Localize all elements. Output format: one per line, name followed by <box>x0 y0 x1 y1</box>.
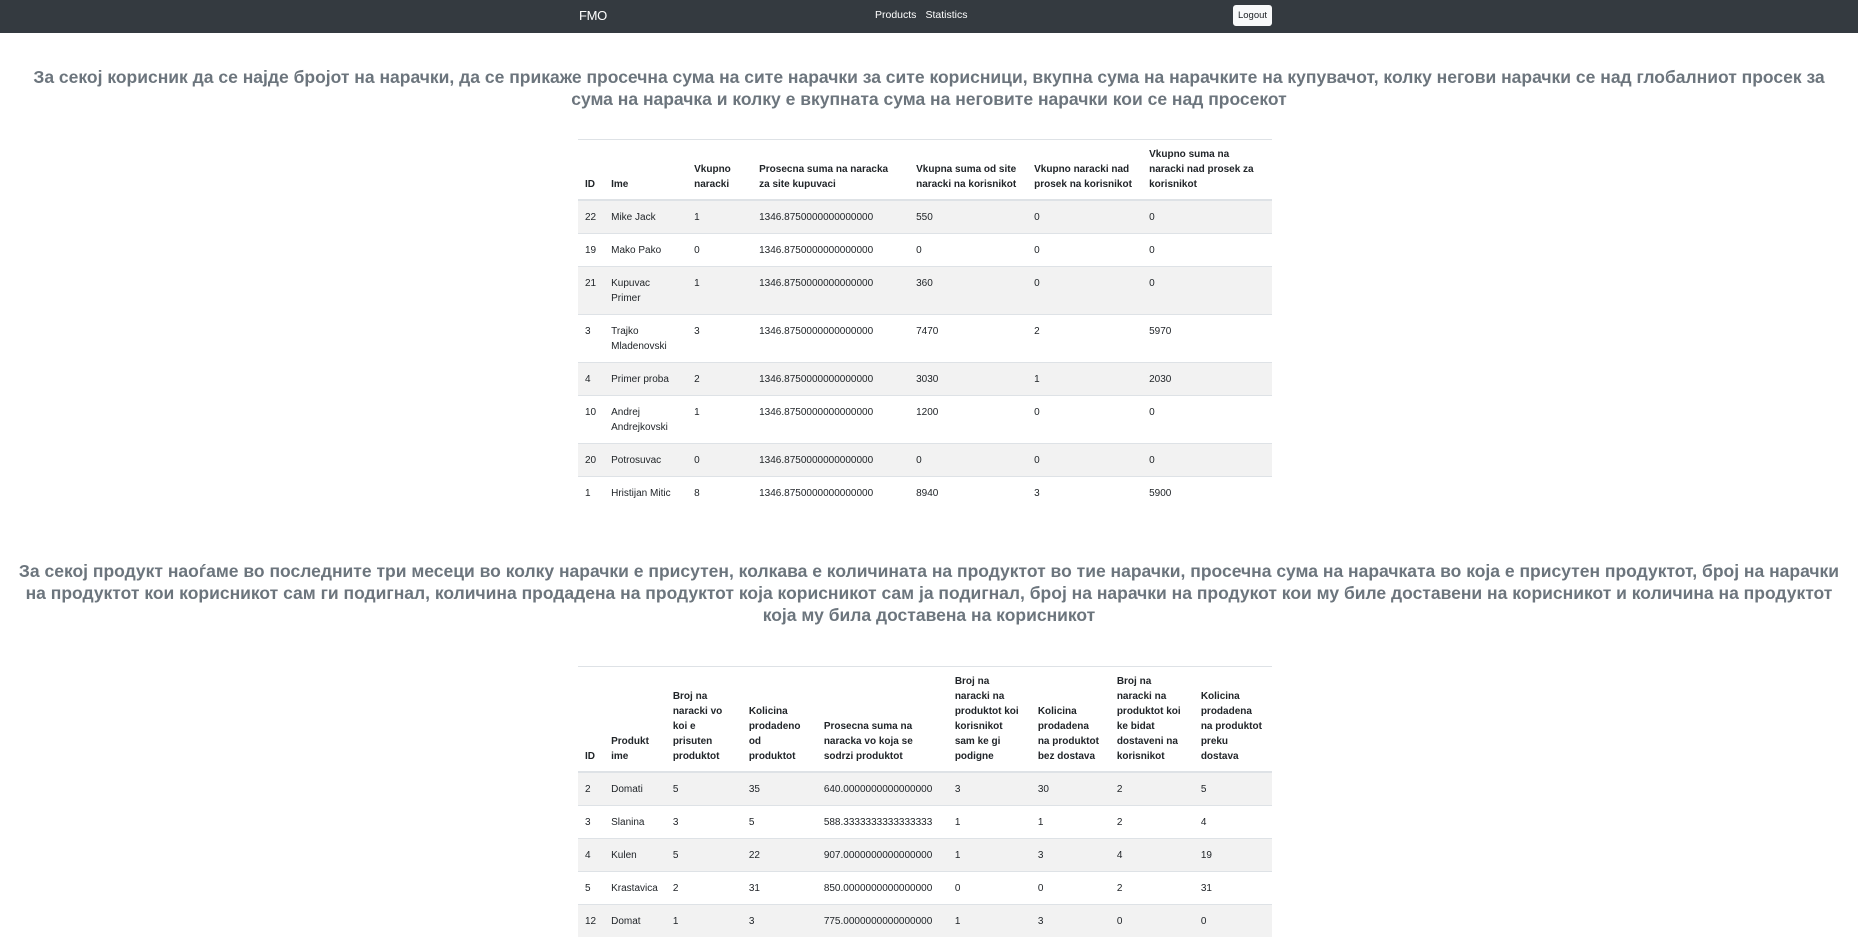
table-cell: Kupuvac Primer <box>604 267 687 315</box>
table-cell: 1 <box>666 905 742 937</box>
table-cell: 5 <box>666 839 742 872</box>
table-cell: 0 <box>1142 200 1272 234</box>
column-header: Kolicina prodadeno od produktot <box>742 667 817 773</box>
table-cell: Hristijan Mitic <box>604 477 687 510</box>
table-row <box>578 363 1272 396</box>
table-cell: 3 <box>1031 839 1110 872</box>
table-cell: Mike Jack <box>604 200 687 234</box>
table-cell: 1200 <box>909 396 1027 444</box>
table-cell: 5970 <box>1142 315 1272 363</box>
table-cell: 0 <box>1142 396 1272 444</box>
table-header <box>578 667 1272 773</box>
table-header <box>578 140 1272 201</box>
users-stats-table <box>578 139 1272 509</box>
table-cell: 20 <box>578 444 604 477</box>
brand-link[interactable]: FMO <box>579 8 607 23</box>
table-row <box>578 872 1272 905</box>
table-row <box>578 444 1272 477</box>
table-cell: 2030 <box>1142 363 1272 396</box>
table-cell: 550 <box>909 200 1027 234</box>
table-cell: 1346.8750000000000000 <box>752 477 909 510</box>
table-cell: 7470 <box>909 315 1027 363</box>
table-cell: 0 <box>1142 444 1272 477</box>
table-cell: 0 <box>1027 200 1142 234</box>
table-cell: 1 <box>687 267 752 315</box>
table-body <box>578 772 1272 937</box>
header-row <box>578 140 1272 201</box>
table-cell: 4 <box>1110 839 1194 872</box>
table-cell: 2 <box>1027 315 1142 363</box>
table-cell: 0 <box>948 872 1031 905</box>
table-cell: 0 <box>909 234 1027 267</box>
column-header: Prosecna suma na naracka za site kupuvaci <box>752 140 909 201</box>
column-header: Ime <box>604 140 687 201</box>
table-cell: 2 <box>666 872 742 905</box>
column-header: Broj na naracki vo koi e prisuten produktot <box>666 667 742 773</box>
logout-button[interactable]: Logout <box>1233 5 1272 26</box>
table-cell: 850.0000000000000000 <box>817 872 948 905</box>
table-cell: 0 <box>1027 444 1142 477</box>
table-cell: 0 <box>1027 267 1142 315</box>
table-cell: 30 <box>1031 772 1110 806</box>
table-cell: 1 <box>1031 806 1110 839</box>
table-cell: 3 <box>1031 905 1110 937</box>
table-row <box>578 267 1272 315</box>
table-cell: 0 <box>687 444 752 477</box>
table-row <box>578 200 1272 234</box>
table-cell: Potrosuvac <box>604 444 687 477</box>
column-header: Vkupno suma na naracki nad prosek za korisnikot <box>1142 140 1272 201</box>
table-cell: 1 <box>1027 363 1142 396</box>
table-cell: 2 <box>578 772 604 806</box>
table-cell: 0 <box>1031 872 1110 905</box>
table-cell: 360 <box>909 267 1027 315</box>
table-cell: 3 <box>948 772 1031 806</box>
table-cell: 0 <box>1027 396 1142 444</box>
table-cell: Domat <box>604 905 666 937</box>
table-row <box>578 477 1272 510</box>
table-cell: 1346.8750000000000000 <box>752 200 909 234</box>
column-header: ID <box>578 140 604 201</box>
table-cell: 31 <box>742 872 817 905</box>
table-row <box>578 396 1272 444</box>
table-row <box>578 234 1272 267</box>
table-cell: 3 <box>666 806 742 839</box>
column-header: Vkupna suma od site naracki na korisnikot <box>909 140 1027 201</box>
table-cell: Mako Pako <box>604 234 687 267</box>
table-cell: 1 <box>578 477 604 510</box>
nav-links <box>875 9 967 21</box>
table-cell: 2 <box>1110 872 1194 905</box>
table-cell: 1 <box>948 806 1031 839</box>
table-cell: 3 <box>1027 477 1142 510</box>
table-cell: 3030 <box>909 363 1027 396</box>
table-cell: 31 <box>1194 872 1272 905</box>
table-row <box>578 905 1272 937</box>
column-header: Produkt ime <box>604 667 666 773</box>
table-cell: 3 <box>687 315 752 363</box>
table-cell: 0 <box>687 234 752 267</box>
table-cell: 22 <box>578 200 604 234</box>
table-cell: 3 <box>742 905 817 937</box>
column-header: ID <box>578 667 604 773</box>
table-cell: 1 <box>948 839 1031 872</box>
table-body <box>578 200 1272 509</box>
table-cell: 1346.8750000000000000 <box>752 315 909 363</box>
column-header: Kolicina prodadena na produktot bez dostava <box>1031 667 1110 773</box>
table-cell: 907.0000000000000000 <box>817 839 948 872</box>
users-stats-heading: За секој корисник да се најде бројот на нарачки, да се прикаже просечна сума на сите нарачки за сите корисници, вкупна сума на нарачките на купувачот, колку негови нарачки се над глобалниот просек за сума на нарачка и колку е вкупната сума на неговите нарачки кои се над просекот <box>0 66 1858 110</box>
table-cell: 1346.8750000000000000 <box>752 444 909 477</box>
table-cell: 35 <box>742 772 817 806</box>
table-cell: 1 <box>948 905 1031 937</box>
table-cell: 12 <box>578 905 604 937</box>
table-cell: 22 <box>742 839 817 872</box>
table-cell: 0 <box>1027 234 1142 267</box>
table-cell: 8940 <box>909 477 1027 510</box>
table-cell: 1346.8750000000000000 <box>752 363 909 396</box>
table-cell: 2 <box>1110 772 1194 806</box>
table-cell: 0 <box>1142 234 1272 267</box>
table-row <box>578 806 1272 839</box>
table-cell: 588.3333333333333333 <box>817 806 948 839</box>
table-cell: 8 <box>687 477 752 510</box>
column-header: Kolicina prodadena na produktot preku dostava <box>1194 667 1272 773</box>
table-cell: Andrej Andrejkovski <box>604 396 687 444</box>
column-header: Vkupno naracki nad prosek na korisnikot <box>1027 140 1142 201</box>
table-cell: 3 <box>578 806 604 839</box>
table-cell: 640.0000000000000000 <box>817 772 948 806</box>
table-cell: 5 <box>1194 772 1272 806</box>
table-cell: Trajko Mladenovski <box>604 315 687 363</box>
table-row <box>578 772 1272 806</box>
table-cell: 2 <box>687 363 752 396</box>
column-header: Broj na naracki na produktot koi ke bidat dostaveni na korisnikot <box>1110 667 1194 773</box>
column-header: Prosecna suma na naracka vo koja se sodrzi produktot <box>817 667 948 773</box>
table-cell: 10 <box>578 396 604 444</box>
table-cell: 4 <box>1194 806 1272 839</box>
table-cell: 2 <box>1110 806 1194 839</box>
products-stats-heading: За секој продукт наоѓаме во последните три месеци во колку нарачки е присутен, колкава е количината на продуктот во тие нарачки, просечна сума на нарачката во која е присутен продуктот, број на нарачки на продуктот кои корисникот сам ги подигнал, количина продадена на продуктот која корисникот сам ја подигнал, број на нарачки на продукот кои му биле доставени на корисникот и количина на продуктот која му била доставена на корисникот <box>0 560 1858 626</box>
table-cell: 775.0000000000000000 <box>817 905 948 937</box>
table-cell: 3 <box>578 315 604 363</box>
navbar <box>0 0 1858 33</box>
table-cell: 1346.8750000000000000 <box>752 234 909 267</box>
table-cell: 1346.8750000000000000 <box>752 267 909 315</box>
users-stats-table-container <box>578 139 1272 509</box>
products-stats-table-container <box>578 666 1272 937</box>
table-cell: 5 <box>742 806 817 839</box>
table-cell: 21 <box>578 267 604 315</box>
table-cell: Kulen <box>604 839 666 872</box>
column-header: Vkupno naracki <box>687 140 752 201</box>
nav-link-statistics[interactable]: Statistics <box>925 9 967 21</box>
table-cell: 0 <box>909 444 1027 477</box>
table-cell: 1346.8750000000000000 <box>752 396 909 444</box>
table-cell: Primer proba <box>604 363 687 396</box>
products-stats-table <box>578 666 1272 937</box>
table-cell: 5900 <box>1142 477 1272 510</box>
table-cell: 0 <box>1110 905 1194 937</box>
header-row <box>578 667 1272 773</box>
table-cell: Krastavica <box>604 872 666 905</box>
table-cell: Domati <box>604 772 666 806</box>
column-header: Broj na naracki na produktot koi korisnikot sam ke gi podigne <box>948 667 1031 773</box>
table-cell: 1 <box>687 200 752 234</box>
nav-link-products[interactable]: Products <box>875 9 916 21</box>
table-row <box>578 315 1272 363</box>
table-cell: 19 <box>1194 839 1272 872</box>
table-row <box>578 839 1272 872</box>
table-cell: 0 <box>1142 267 1272 315</box>
table-cell: 0 <box>1194 905 1272 937</box>
table-cell: 4 <box>578 363 604 396</box>
table-cell: 1 <box>687 396 752 444</box>
table-cell: 5 <box>666 772 742 806</box>
table-cell: Slanina <box>604 806 666 839</box>
table-cell: 5 <box>578 872 604 905</box>
table-cell: 19 <box>578 234 604 267</box>
table-cell: 4 <box>578 839 604 872</box>
